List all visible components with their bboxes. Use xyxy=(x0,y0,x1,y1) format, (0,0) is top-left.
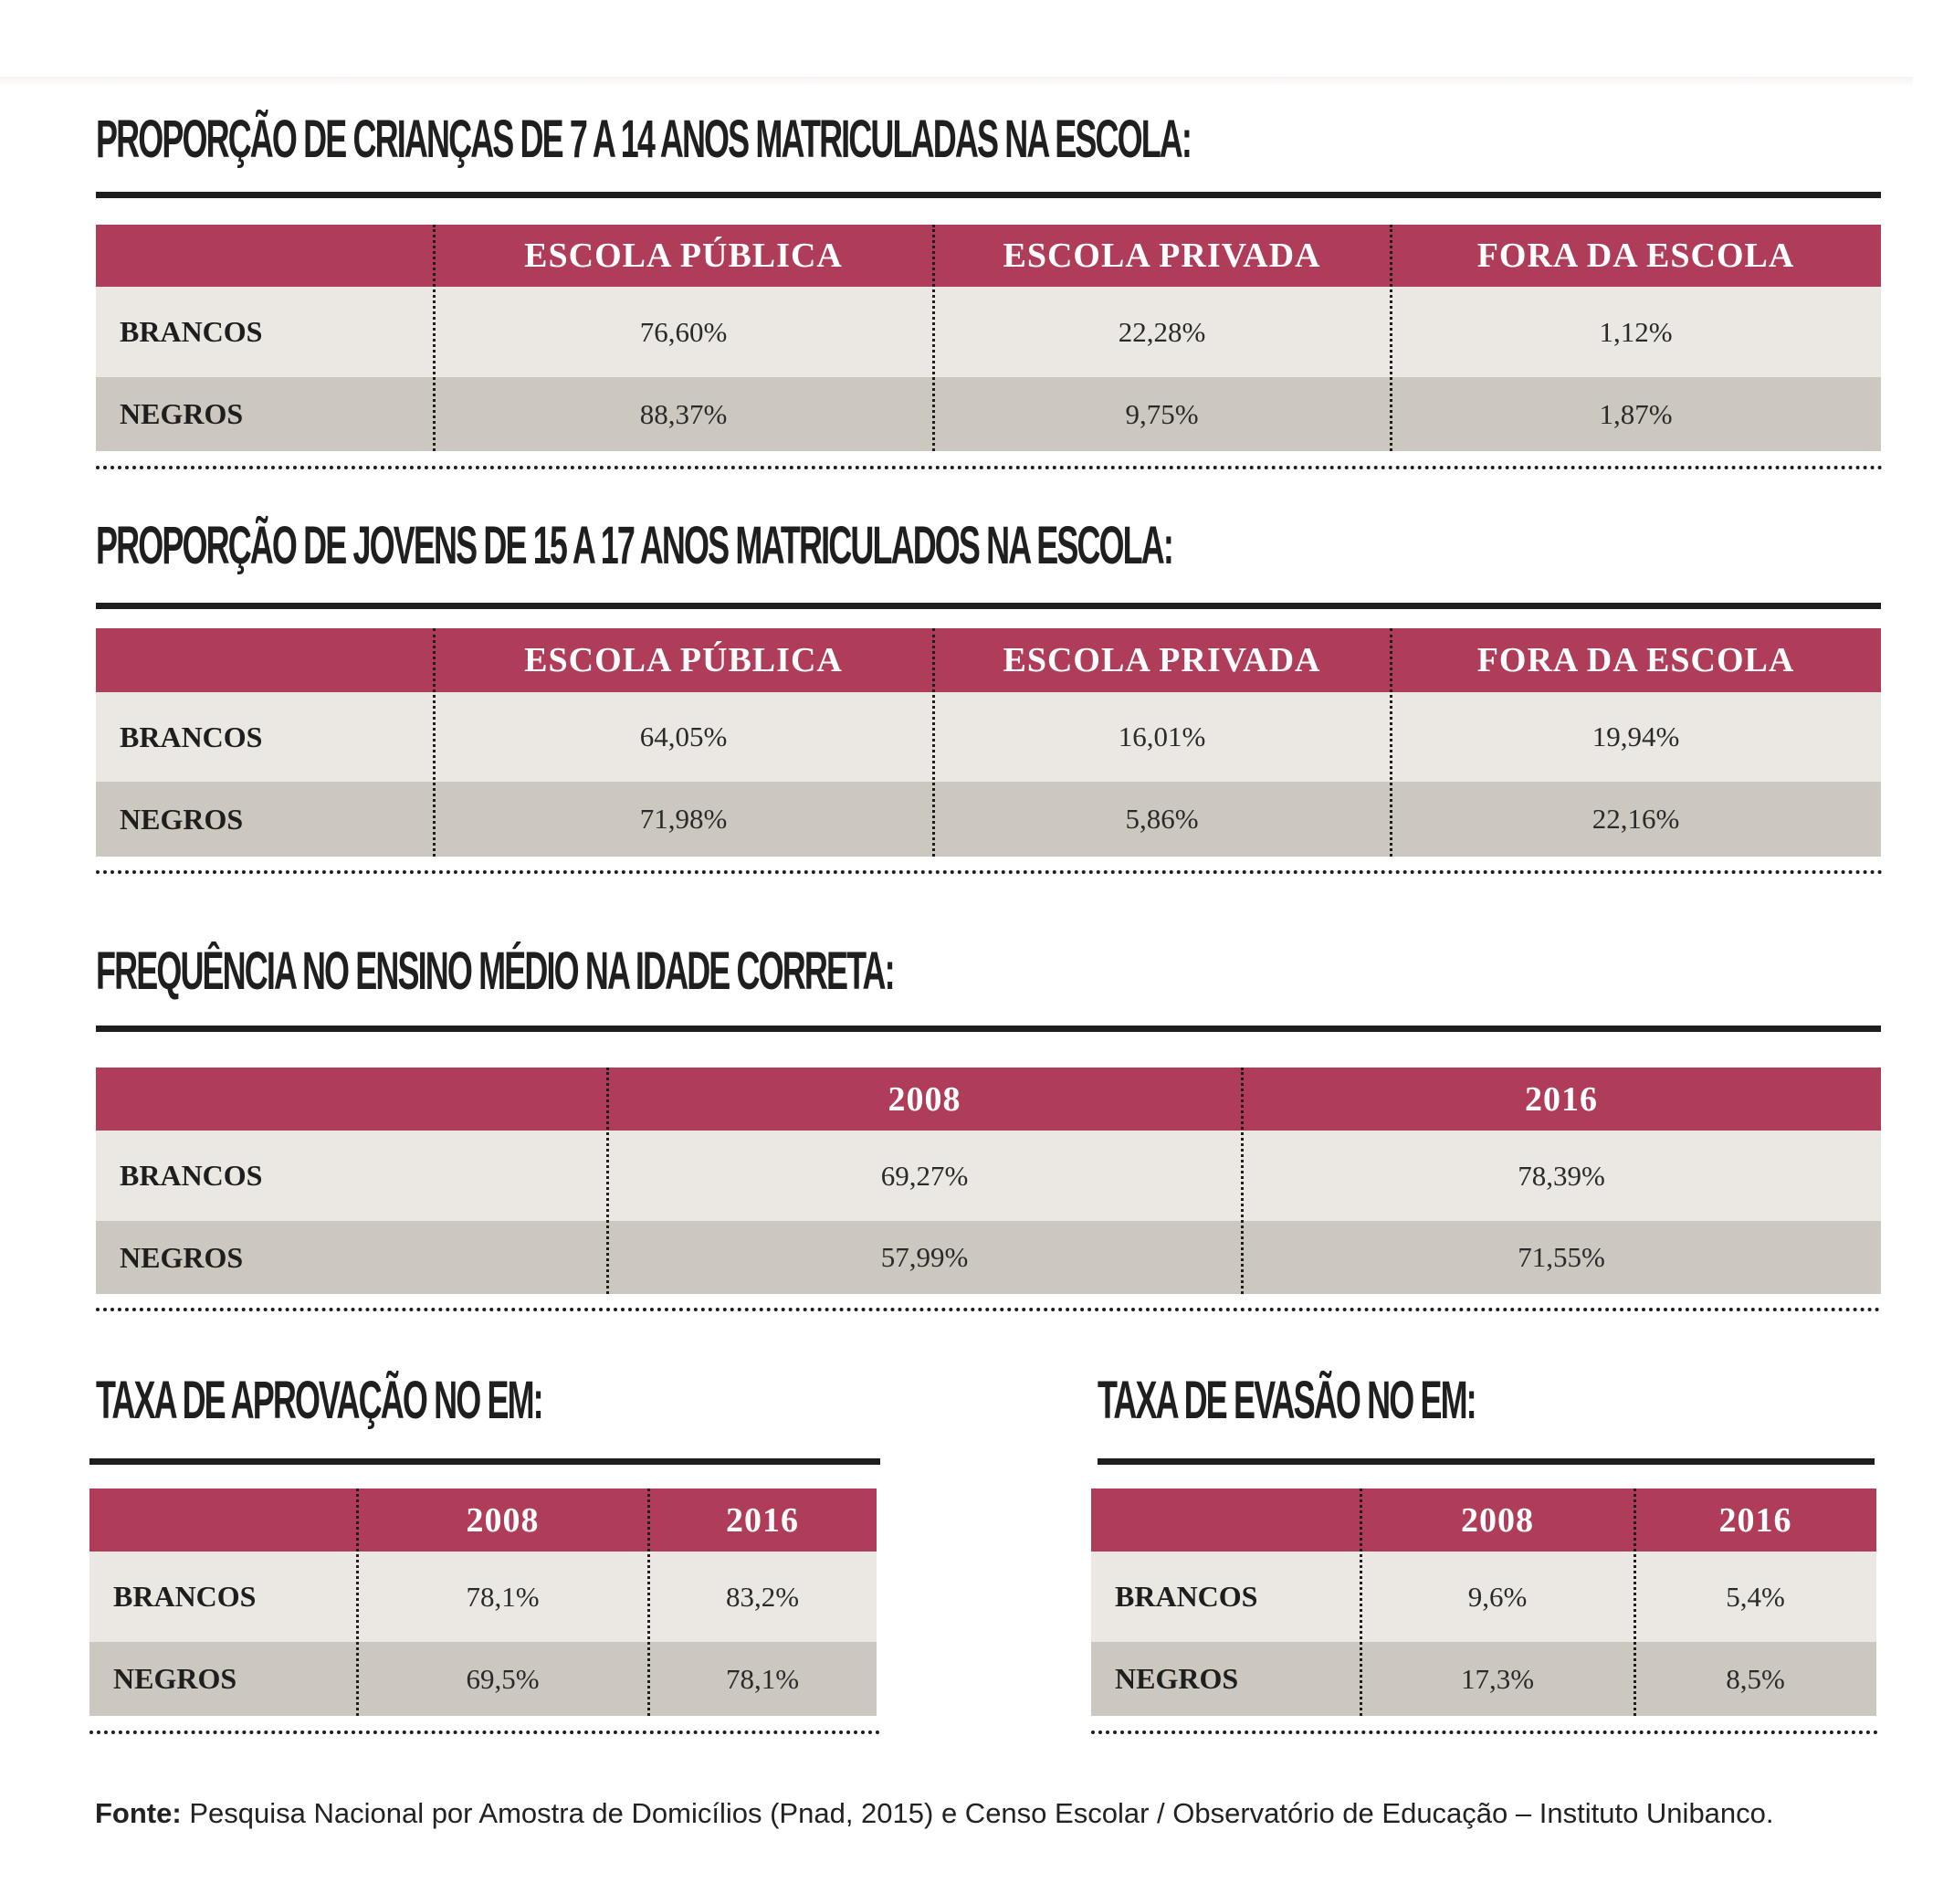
header-cell-empty xyxy=(96,628,434,692)
value-cell: 1,87% xyxy=(1599,397,1673,430)
header-row xyxy=(96,225,1881,287)
bottom-dotted-rule xyxy=(1091,1730,1878,1734)
column-header: 2008 xyxy=(466,1500,540,1540)
value-cell: 78,1% xyxy=(466,1580,540,1613)
column-header: ESCOLA PÚBLICA xyxy=(524,641,843,679)
table-row xyxy=(1091,1552,1876,1642)
value-cell: 71,98% xyxy=(639,803,728,835)
column-header: ESCOLA PÚBLICA xyxy=(524,237,843,275)
section-title: PROPORÇÃO DE JOVENS DE 15 A 17 ANOS MATRICULADOS NA ESCOLA: xyxy=(96,516,1172,575)
section-title: PROPORÇÃO DE CRIANÇAS DE 7 A 14 ANOS MATRICULADAS NA ESCOLA: xyxy=(96,110,1192,169)
title-rule xyxy=(96,1026,1881,1032)
column-header: 2016 xyxy=(726,1500,799,1540)
row-label: NEGROS xyxy=(113,1662,237,1695)
table-row xyxy=(96,377,1881,451)
value-cell: 5,4% xyxy=(1726,1580,1785,1613)
row-label: NEGROS xyxy=(120,397,244,430)
value-cell: 78,39% xyxy=(1518,1159,1605,1192)
column-header: 2008 xyxy=(888,1079,961,1119)
title-rule xyxy=(96,603,1881,609)
data-table xyxy=(96,225,1881,451)
column-separator xyxy=(356,1488,359,1716)
value-cell: 19,94% xyxy=(1592,721,1680,752)
title-rule xyxy=(89,1458,880,1465)
table-row xyxy=(89,1642,877,1716)
row-label: NEGROS xyxy=(120,1240,244,1274)
value-cell: 88,37% xyxy=(639,397,728,430)
section-frequencia xyxy=(96,927,1881,1315)
column-separator xyxy=(1360,1488,1362,1716)
top-fade xyxy=(0,77,1913,88)
source-label: Fonte: xyxy=(95,1797,182,1829)
value-cell: 71,55% xyxy=(1518,1241,1605,1273)
value-cell: 8,5% xyxy=(1726,1662,1785,1695)
section-title: TAXA DE APROVAÇÃO NO EM: xyxy=(96,1371,542,1430)
header-cell-empty xyxy=(89,1488,357,1552)
bottom-dotted-rule xyxy=(96,870,1884,874)
column-header: ESCOLA PRIVADA xyxy=(1003,237,1321,275)
value-cell: 9,6% xyxy=(1467,1580,1528,1613)
table-row xyxy=(1091,1642,1876,1716)
section-title: TAXA DE EVASÃO NO EM: xyxy=(1098,1371,1476,1430)
header-row xyxy=(96,628,1881,692)
section-title: FREQUÊNCIA NO ENSINO MÉDIO NA IDADE CORRETA: xyxy=(96,941,894,1001)
value-cell: 22,16% xyxy=(1592,803,1680,835)
value-cell: 69,5% xyxy=(466,1662,540,1695)
column-separator xyxy=(1390,225,1392,451)
table-row xyxy=(96,287,1881,377)
column-separator xyxy=(606,1068,609,1294)
header-cell-empty xyxy=(96,225,434,287)
header-row xyxy=(89,1488,877,1552)
column-header: FORA DA ESCOLA xyxy=(1476,237,1795,275)
column-header: 2016 xyxy=(1525,1079,1598,1119)
value-cell: 22,28% xyxy=(1118,315,1206,348)
row-label: BRANCOS xyxy=(120,720,263,753)
value-cell: 69,27% xyxy=(880,1159,969,1192)
row-label: NEGROS xyxy=(120,802,244,836)
column-separator xyxy=(433,628,436,857)
data-table xyxy=(89,1488,877,1716)
row-label: BRANCOS xyxy=(120,315,263,348)
table-row xyxy=(96,1221,1881,1294)
table-row xyxy=(96,782,1881,857)
header-cell-empty xyxy=(96,1068,607,1131)
title-rule xyxy=(96,192,1881,198)
header-row xyxy=(96,1068,1881,1131)
data-table xyxy=(96,628,1881,857)
row-label: BRANCOS xyxy=(1115,1580,1258,1613)
section-jovens xyxy=(96,507,1881,877)
section-evasao xyxy=(1091,1356,1881,1735)
row-label: BRANCOS xyxy=(120,1159,263,1192)
value-cell: 16,01% xyxy=(1118,721,1206,752)
value-cell: 9,75% xyxy=(1125,397,1199,430)
value-cell: 64,05% xyxy=(639,721,728,752)
column-header: ESCOLA PRIVADA xyxy=(1003,641,1321,679)
table-row xyxy=(89,1552,877,1642)
data-table xyxy=(1091,1488,1876,1716)
value-cell: 1,12% xyxy=(1599,315,1673,348)
column-separator xyxy=(1390,628,1392,857)
value-cell: 76,60% xyxy=(639,315,728,348)
header-cell-empty xyxy=(1091,1488,1360,1552)
column-header: FORA DA ESCOLA xyxy=(1476,641,1795,679)
section-criancas xyxy=(96,100,1881,470)
bottom-dotted-rule xyxy=(96,466,1884,469)
column-separator xyxy=(433,225,436,451)
value-cell: 5,86% xyxy=(1125,803,1199,835)
table-row xyxy=(96,1131,1881,1221)
column-separator xyxy=(1634,1488,1636,1716)
source-text: Pesquisa Nacional por Amostra de Domicílios (Pnad, 2015) e Censo Escolar / Observatório de Educação – Instituto Unibanco. xyxy=(181,1797,1774,1829)
source-note xyxy=(95,1797,1774,1830)
column-header: 2008 xyxy=(1461,1500,1534,1540)
row-label: BRANCOS xyxy=(113,1580,257,1613)
header-row xyxy=(1091,1488,1876,1552)
column-separator xyxy=(932,225,935,451)
column-separator xyxy=(932,628,935,857)
column-separator xyxy=(1241,1068,1244,1294)
column-separator xyxy=(647,1488,650,1716)
section-aprovacao xyxy=(89,1356,884,1735)
row-label: NEGROS xyxy=(1115,1662,1239,1695)
bottom-dotted-rule xyxy=(89,1730,880,1734)
value-cell: 78,1% xyxy=(725,1662,800,1695)
bottom-dotted-rule xyxy=(96,1308,1881,1311)
value-cell: 57,99% xyxy=(880,1241,969,1273)
data-table xyxy=(96,1068,1881,1294)
column-header: 2016 xyxy=(1718,1500,1792,1540)
table-row xyxy=(96,692,1881,782)
title-rule xyxy=(1098,1458,1875,1465)
value-cell: 83,2% xyxy=(725,1580,800,1613)
value-cell: 17,3% xyxy=(1460,1662,1535,1695)
